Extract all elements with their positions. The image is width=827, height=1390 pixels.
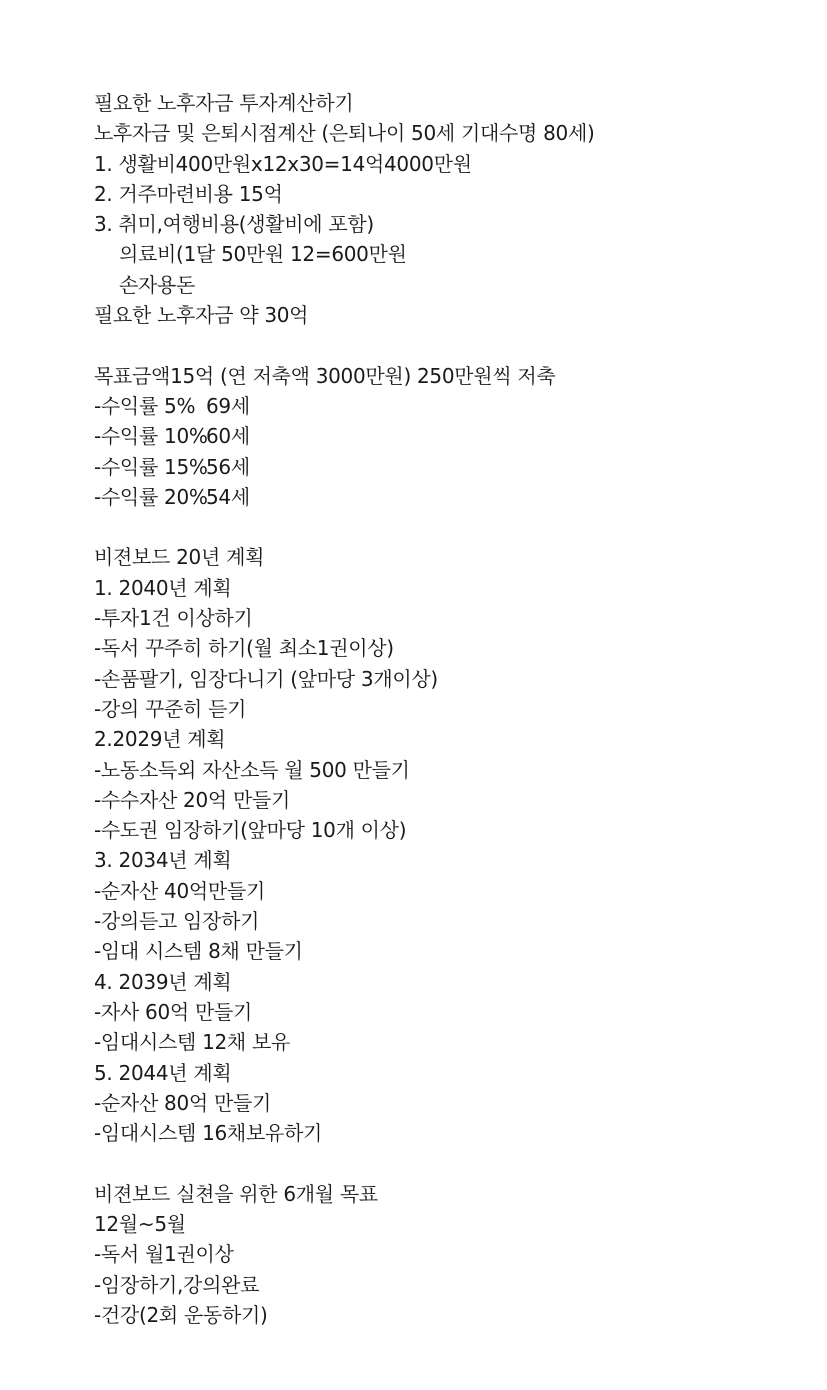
plan-line: 3. 2034년 계획 (94, 848, 232, 873)
return-rate-label: -수익률 5% (94, 393, 196, 418)
plan-line: -순자산 80억 만들기 (94, 1090, 272, 1115)
spacer (94, 1148, 794, 1178)
return-row (94, 482, 794, 512)
plan-line: -임대시스템 16채보유하기 (94, 1121, 323, 1146)
retirement-age: 60세 (206, 424, 250, 449)
section1-subtitle: 노후자금 및 은퇴시점계산 (은퇴나이 50세 기대수명 80세) (94, 121, 595, 146)
spacer (94, 330, 794, 360)
document-body (94, 88, 794, 1330)
return-rate-label: -수익률 10% (94, 424, 208, 449)
section1-item-1: 1. 생활비400만원x12x30=14억4000만원 (94, 151, 472, 176)
return-row (94, 421, 794, 451)
retirement-age: 56세 (206, 454, 250, 479)
return-row (94, 391, 794, 421)
section2-title: 목표금액15억 (연 저축액 3000만원) 250만원씩 저축 (94, 363, 556, 388)
return-rate-label: -수익률 15% (94, 454, 208, 479)
plan-line: -자사 60억 만들기 (94, 999, 253, 1024)
plan-line: -손품팔기, 임장다니기 (앞마당 3개이상) (94, 666, 438, 691)
retirement-age: 69세 (206, 393, 250, 418)
goal-line: -임장하기,강의완료 (94, 1272, 260, 1297)
plan-line: -독서 꾸주히 하기(월 최소1권이상) (94, 636, 394, 661)
section4-title: 비젼보드 실쳔을 위한 6개월 목표 (94, 1181, 378, 1206)
section1-total: 필요한 노후자금 약 30억 (94, 303, 309, 328)
section1-sub-item-1: 의료비(1달 50만원 12=600만원 (119, 242, 407, 267)
plan-line: -수수자산 20억 만들기 (94, 787, 291, 812)
section1-sub-item-2: 손자용돈 (119, 272, 196, 297)
return-row (94, 452, 794, 482)
plan-line: -임대 시스템 8채 만들기 (94, 939, 303, 964)
plan-line: 4. 2039년 계획 (94, 969, 232, 994)
spacer (94, 512, 794, 542)
plan-line: -임대시스템 12채 보유 (94, 1030, 291, 1055)
section3-title: 비젼보드 20년 계획 (94, 545, 265, 570)
plan-line: -강의 꾸준히 듣기 (94, 696, 247, 721)
section4-period: 12월~5월 (94, 1211, 186, 1236)
plan-line: 1. 2040년 계획 (94, 575, 232, 600)
plan-line: 2.2029년 계획 (94, 727, 226, 752)
plan-line: -순자산 40억만들기 (94, 878, 265, 903)
retirement-age: 54세 (206, 484, 250, 509)
section1-title: 필요한 노후자금 투자계산하기 (94, 91, 354, 115)
plan-line: 5. 2044년 계획 (94, 1060, 232, 1085)
section1-item-2: 2. 거주마련비용 15억 (94, 181, 283, 206)
plan-line: -수도권 임장하기(앞마당 10개 이상) (94, 818, 407, 843)
goal-line: -독서 월1권이상 (94, 1242, 234, 1267)
plan-line: -노동소득외 자산소득 월 500 만들기 (94, 757, 410, 782)
return-rate-label: -수익률 20% (94, 484, 208, 509)
goal-line: -건강(2회 운동하기) (94, 1302, 268, 1327)
plan-line: -투자1건 이상하기 (94, 606, 253, 631)
plan-line: -강의듣고 임장하기 (94, 909, 260, 934)
section1-item-3: 3. 취미,여행비용(생활비에 포함) (94, 212, 374, 237)
